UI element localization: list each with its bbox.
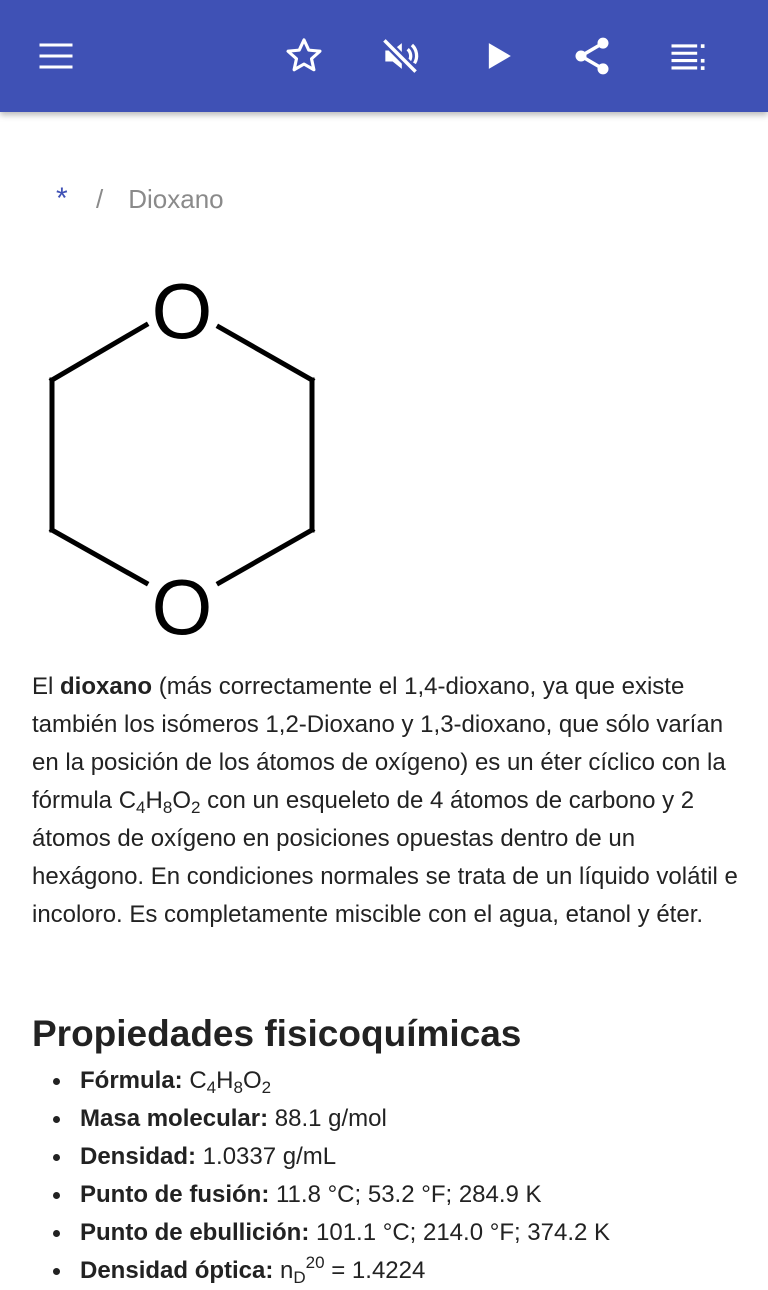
volume-off-icon [378,34,422,78]
top-app-bar [0,0,768,112]
oxygen-atom-top: O [151,267,213,355]
play-button[interactable] [468,26,528,86]
list-item: Densidad óptica: $n_D^{20} = 1.4224$ [80,1252,760,1290]
article-intro: El dioxano (más correctamente el 1,4-dioxano, ya que existe también los isómeros 1,2-Dioxano y 1,3-dioxano, que sólo varían en la posición de los átomos de oxígeno) es un éter cíclico con la fórmula $C_4H_8O_2$ con un esqueleto de 4 átomos de carbono y 2 átomos de oxígeno en posiciones opuestas dentro de un hexágono. En condiciones normales se trata de un líquido volátil e incoloro. Es completamente miscible con el agua, etanol y éter. [32,673,738,928]
properties-heading: Propiedades fisicoquímicas [32,1013,522,1054]
oxygen-atom-bottom: O [151,563,213,646]
contents-button[interactable] [658,26,718,86]
playlist-icon [666,34,710,78]
breadcrumb-separator: / [96,183,104,214]
breadcrumb-home-link[interactable]: * [56,182,68,215]
breadcrumb-current: Dioxano [128,183,224,214]
list-item: Punto de ebullición: 101.1 °C; 214.0 °F; 374.2 K [80,1214,760,1252]
play-icon [476,34,520,78]
dioxane-structure-image [36,262,326,646]
properties-list [80,1062,760,1290]
article-subject: dioxano [60,673,153,700]
list-item: Punto de fusión: 11.8 °C; 53.2 °F; 284.9 K [80,1176,760,1214]
list-item: Fórmula: $C_4H_8O_2$ [80,1062,760,1100]
breadcrumb [56,182,224,216]
menu-icon [34,34,78,78]
star-outline-icon [282,34,326,78]
list-item: Densidad: 1.0337 g/mL [80,1138,760,1176]
share-icon [570,34,614,78]
menu-button[interactable] [26,26,86,86]
share-button[interactable] [562,26,622,86]
mute-button[interactable] [370,26,430,86]
favorite-button[interactable] [274,26,334,86]
list-item: Masa molecular: 88.1 g/mol [80,1100,760,1138]
